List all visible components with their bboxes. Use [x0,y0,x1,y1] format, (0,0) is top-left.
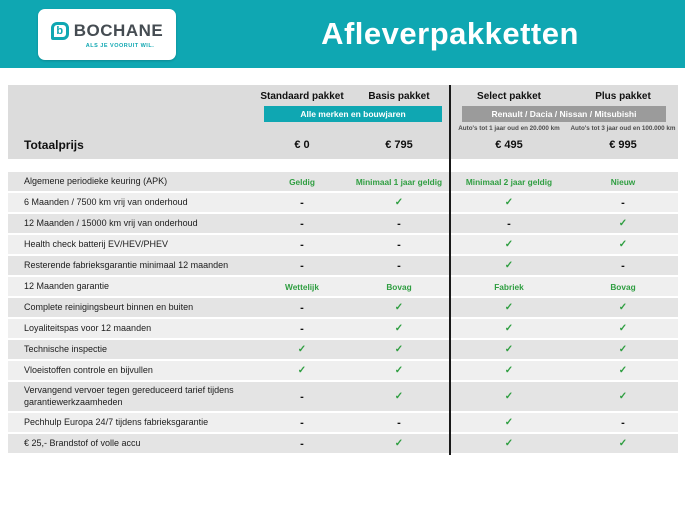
table-row [8,319,678,340]
dash-cell: - [300,301,304,314]
row-label: Health check batterij EV/HEV/PHEV [24,238,169,249]
column-header-select: Select pakket [477,91,541,102]
check-icon: ✓ [504,323,514,334]
check-icon: ✓ [504,365,514,376]
badges-row [8,106,678,122]
price-plus: € 995 [609,139,637,151]
value-cell: Nieuw [610,176,636,187]
vertical-divider [449,85,451,455]
logo-row [51,21,163,41]
price-row-label: Totaalprijs [24,138,84,152]
check-icon: ✓ [618,302,628,313]
check-icon: ✓ [618,438,628,450]
check-icon: ✓ [618,323,628,334]
check-icon: ✓ [504,344,514,355]
dash-cell: - [507,217,511,230]
column-header-standaard: Standaard pakket [260,91,344,102]
check-icon: ✓ [504,417,514,429]
price-basis: € 795 [385,139,413,151]
row-label: Resterende fabrieksgarantie minimaal 12 maanden [24,259,229,270]
table-row [8,193,678,214]
spacer-row [0,159,685,172]
dash-cell: - [300,238,304,251]
check-icon: ✓ [394,344,404,355]
row-label: € 25,- Brandstof of volle accu [24,438,141,449]
table-row [8,382,678,413]
row-label: Vervangend vervoer tegen gereduceerd tarief tijdens garantiewerkzaamheden [24,385,234,407]
row-label: Complete reinigingsbeurt binnen en buiten [24,301,194,312]
row-label: Algemene periodieke keuring (APK) [24,175,168,186]
price-row [8,133,678,154]
check-icon: ✓ [504,391,514,403]
column-headers-row [8,89,678,106]
dash-cell: - [397,238,401,251]
badge-alle-merken: Alle merken en bouwjaren [264,106,442,122]
table-header-band [8,85,678,159]
value-cell: Bovag [610,281,636,292]
check-icon: ✓ [504,260,514,271]
row-label: Pechhulp Europa 24/7 tijdens fabrieksgarantie [24,417,209,428]
value-cell: Geldig [289,176,315,187]
subnotes-row [8,122,678,133]
table-row [8,298,678,319]
value-cell: Bovag [386,281,412,292]
value-cell: Fabriek [494,281,524,292]
check-icon: ✓ [618,344,628,355]
value-cell: Minimaal 1 jaar geldig [355,176,443,187]
page-title: Afleverpakketten [321,16,579,51]
dash-cell: - [300,322,304,335]
check-icon: ✓ [297,365,307,376]
check-icon: ✓ [618,391,628,403]
dash-cell: - [300,259,304,272]
subnote-select: Auto's tot 1 jaar oud en 20.000 km [458,125,560,132]
row-label: Technische inspectie [24,343,108,354]
price-standaard: € 0 [294,139,310,151]
feature-rows [0,172,685,455]
check-icon: ✓ [504,438,514,450]
dash-cell: - [300,416,304,429]
check-icon: ✓ [618,239,628,250]
badge-merkenlijst: Renault / Dacia / Nissan / Mitsubishi [462,106,666,122]
price-select: € 495 [495,139,523,151]
dash-cell: - [621,259,625,272]
dash-cell: - [397,416,401,429]
column-header-basis: Basis pakket [368,91,430,102]
row-label: Loyaliteitspas voor 12 maanden [24,322,152,333]
table-row [8,434,678,455]
dash-cell: - [621,416,625,429]
check-icon: ✓ [618,218,628,229]
column-header-plus: Plus pakket [595,91,651,102]
dash-cell: - [300,217,304,230]
row-label: Vloeistoffen controle en bijvullen [24,364,153,375]
bochane-logo [38,9,176,60]
check-icon: ✓ [394,438,404,450]
table-row [8,340,678,361]
bochane-b-icon: b [51,22,69,40]
table-row [8,361,678,382]
check-icon: ✓ [618,365,628,376]
check-icon: ✓ [394,302,404,313]
check-icon: ✓ [394,323,404,334]
table-row [8,277,678,298]
dash-cell: - [300,196,304,209]
check-icon: ✓ [394,391,404,403]
dash-cell: - [397,217,401,230]
subnote-plus: Auto's tot 3 jaar oud en 100.000 km [570,125,676,132]
check-icon: ✓ [504,239,514,250]
logo-brand-text: BOCHANE [73,20,164,40]
table-row [8,214,678,235]
logo-tagline: ALS JE VOORUIT WIL. [85,42,155,49]
packages-table [0,85,685,455]
dash-cell: - [300,437,304,450]
check-icon: ✓ [297,344,307,355]
dash-cell: - [621,196,625,209]
dash-cell: - [300,390,304,403]
check-icon: ✓ [394,197,404,208]
check-icon: ✓ [504,197,514,208]
table-row [8,413,678,434]
row-label: 12 Maanden garantie [24,280,110,291]
dash-cell: - [397,259,401,272]
row-label: 12 Maanden / 15000 km vrij van onderhoud [24,217,198,228]
value-cell: Wettelijk [285,281,319,292]
header-bar [0,0,685,68]
value-cell: Minimaal 2 jaar geldig [465,176,553,187]
check-icon: ✓ [394,365,404,376]
table-row [8,256,678,277]
check-icon: ✓ [504,302,514,313]
table-row [8,235,678,256]
row-label: 6 Maanden / 7500 km vrij van onderhoud [24,196,188,207]
table-row [8,172,678,193]
